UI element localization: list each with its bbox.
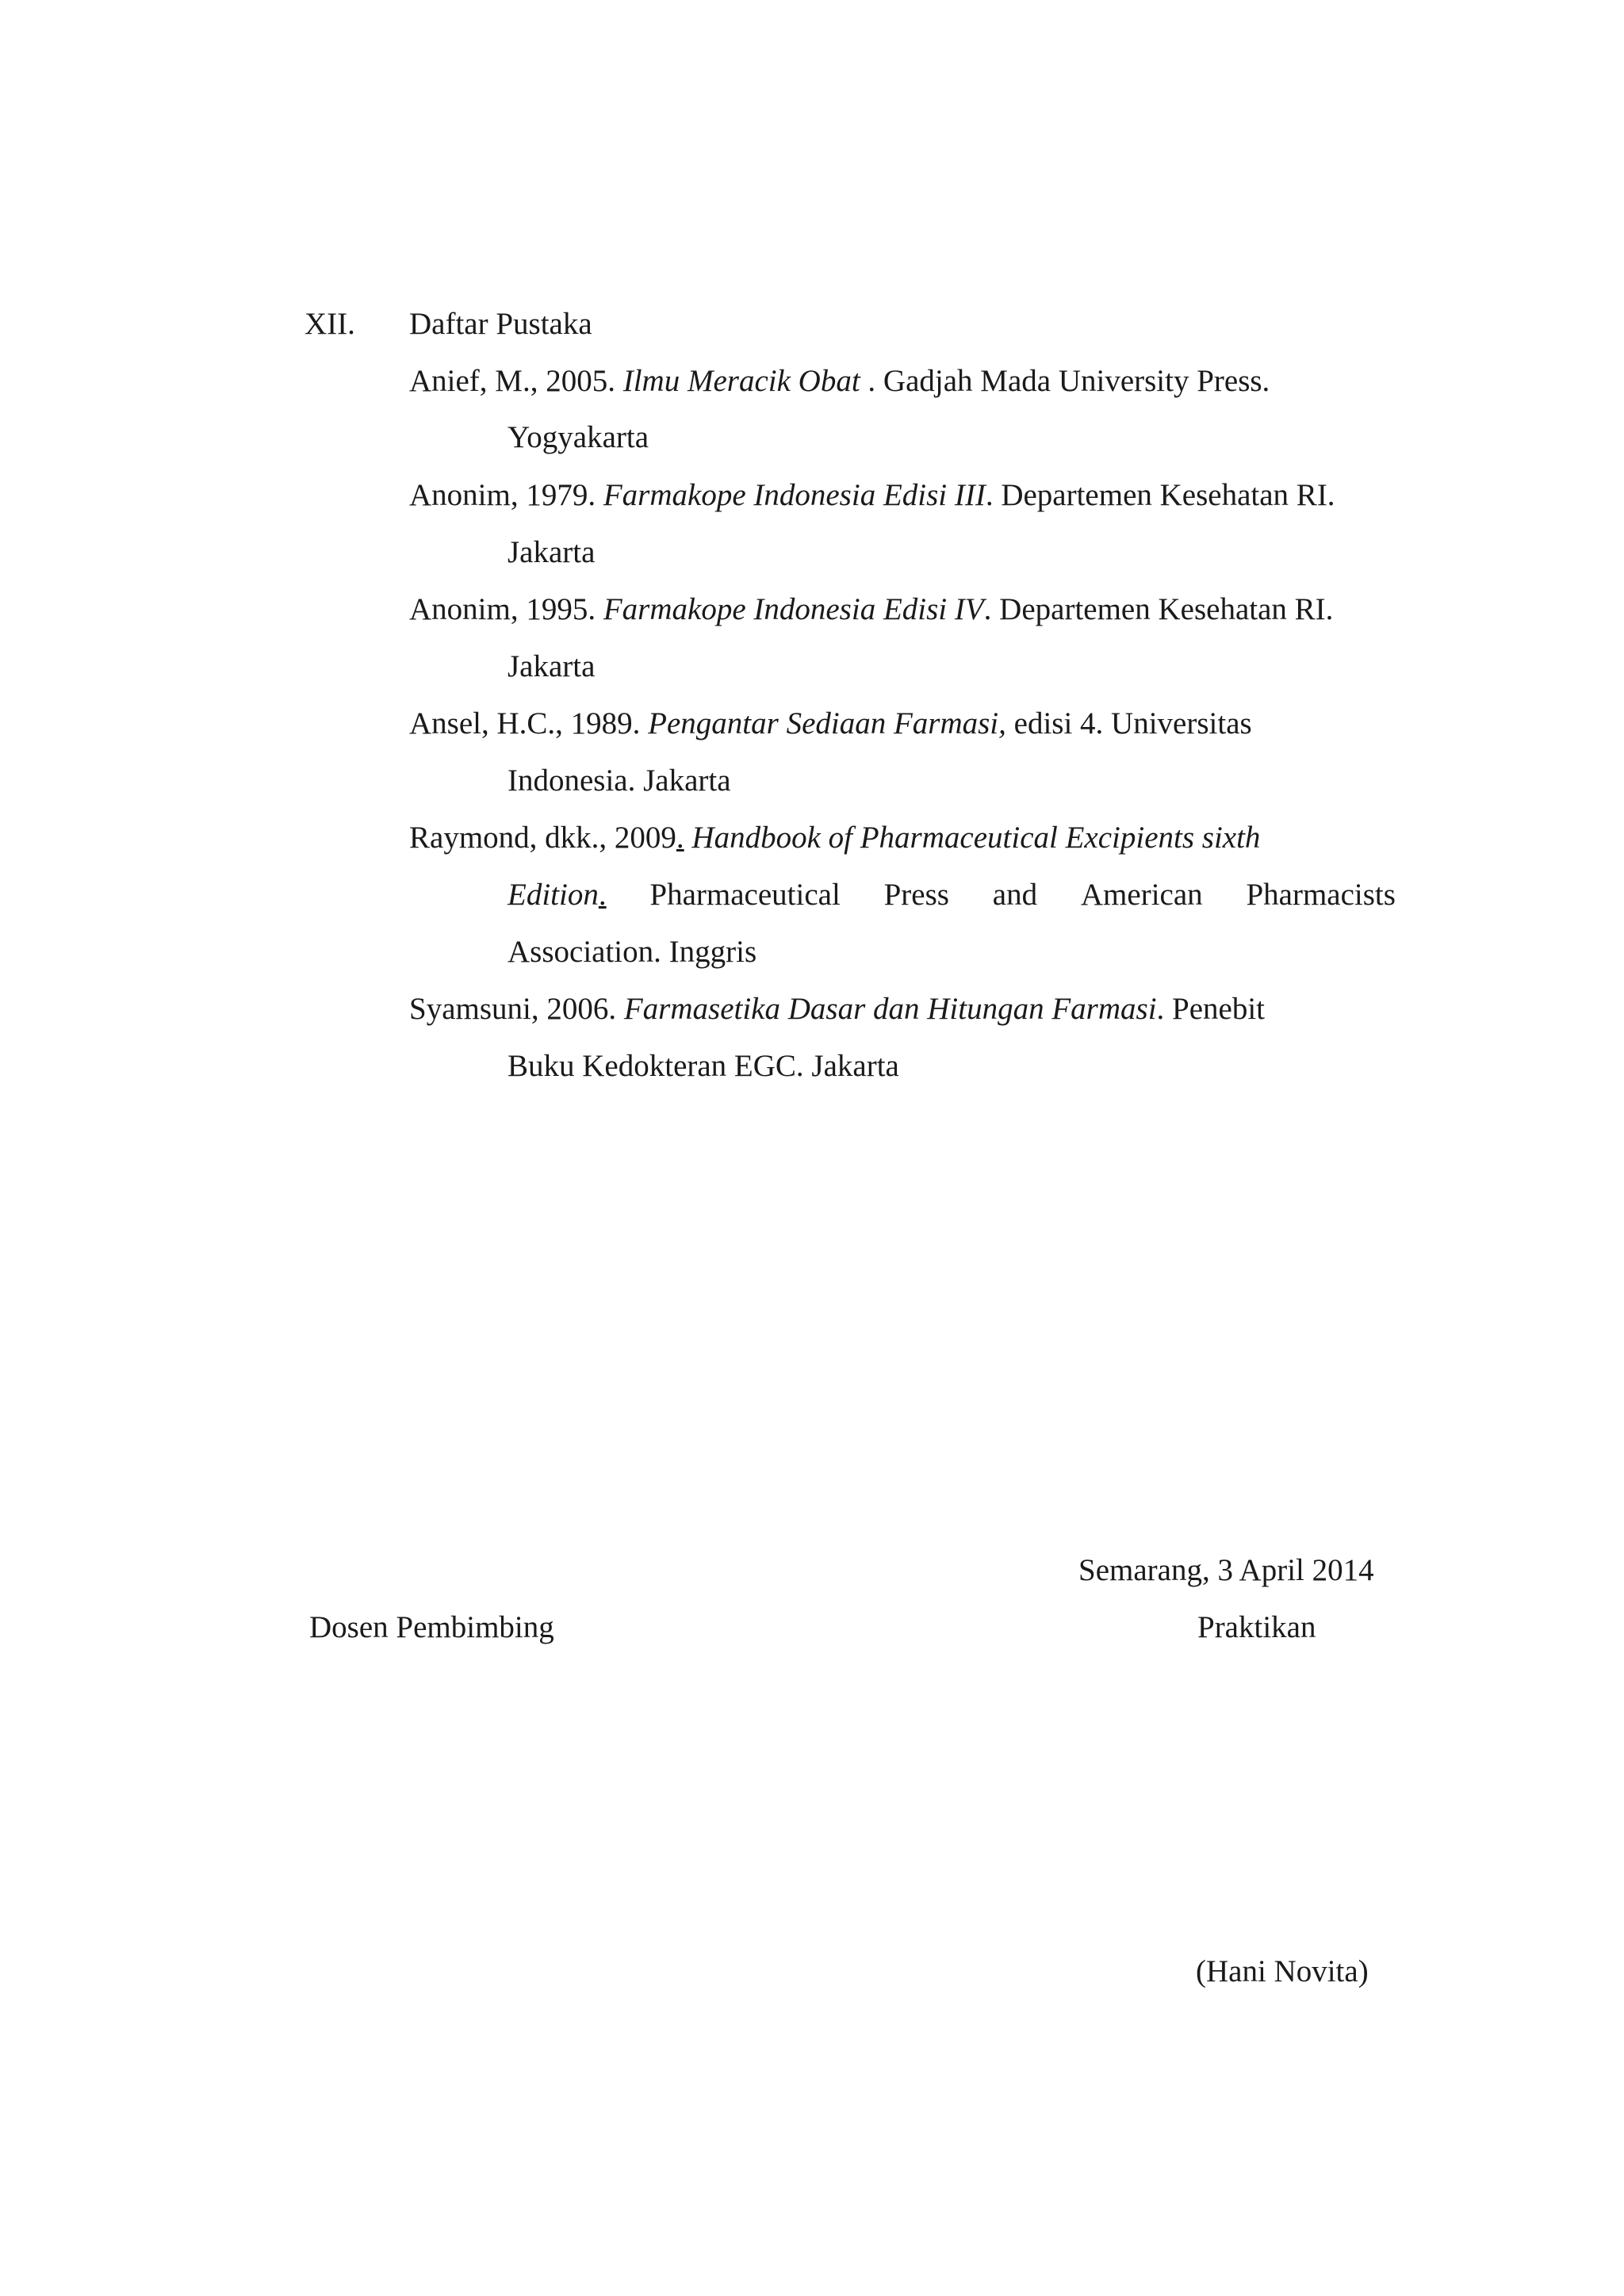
reference-title-continued: Edition.: [508, 878, 607, 912]
reference-ansel-line2: Indonesia. Jakarta: [508, 763, 731, 798]
reference-publisher: . Departemen Kesehatan RI.: [983, 592, 1334, 626]
reference-word: Pharmacists: [1246, 878, 1396, 912]
reference-author-year: Anonim, 1995.: [409, 592, 603, 626]
reference-anonim-1979-line1: [409, 477, 1335, 513]
reference-raymond-line3: Association. Inggris: [508, 935, 757, 969]
reference-title: Farmasetika Dasar dan Hitungan Farmasi: [623, 992, 1157, 1026]
reference-publisher: . Gadjah Mada University Press.: [860, 364, 1270, 398]
signature-student-name: (Hani Novita): [1196, 1954, 1369, 1988]
section-title: Daftar Pustaka: [409, 307, 592, 341]
reference-underlined-dot: .: [676, 821, 684, 855]
reference-anonim-1995-line1: [409, 591, 1333, 627]
reference-publisher: . Penebit: [1156, 992, 1266, 1026]
reference-word: Press: [883, 878, 949, 912]
reference-anief-line2: Yogyakarta: [508, 420, 649, 454]
reference-anief-line1: [409, 363, 1270, 399]
signature-student-label: Praktikan: [1197, 1610, 1316, 1644]
reference-author-year: Raymond, dkk., 2009: [409, 821, 676, 855]
reference-publisher: edisi 4. Universitas: [1005, 706, 1252, 740]
signature-place-date: Semarang, 3 April 2014: [1078, 1553, 1374, 1587]
reference-syamsuni-line2: Buku Kedokteran EGC. Jakarta: [508, 1049, 899, 1083]
reference-word: American: [1080, 878, 1203, 912]
reference-word: Pharmaceutical: [649, 878, 841, 912]
reference-author-year: Anonim, 1979.: [409, 478, 603, 512]
reference-title: Handbook of Pharmaceutical Excipients sixth: [684, 821, 1261, 855]
signature-supervisor-label: Dosen Pembimbing: [309, 1610, 554, 1644]
reference-title: Farmakope Indonesia Edisi IV: [603, 592, 984, 626]
reference-title: Pengantar Sediaan Farmasi,: [648, 706, 1006, 740]
reference-author-year: Syamsuni, 2006.: [409, 992, 624, 1026]
reference-ansel-line1: [409, 706, 1252, 741]
reference-anonim-1979-line2: Jakarta: [508, 535, 596, 569]
reference-syamsuni-line1: [409, 991, 1265, 1027]
reference-author-year: Anief, M., 2005.: [409, 364, 623, 398]
reference-anonim-1995-line2: Jakarta: [508, 649, 596, 683]
reference-raymond-line2: [508, 877, 1396, 913]
reference-title: Ilmu Meracik Obat: [622, 364, 860, 398]
section-number: XII.: [304, 307, 355, 341]
reference-title: Farmakope Indonesia Edisi III: [603, 478, 986, 512]
reference-word: and: [992, 878, 1038, 912]
reference-raymond-line1: [409, 820, 1260, 855]
reference-publisher: . Departemen Kesehatan RI.: [985, 478, 1335, 512]
reference-author-year: Ansel, H.C., 1989.: [409, 706, 649, 740]
